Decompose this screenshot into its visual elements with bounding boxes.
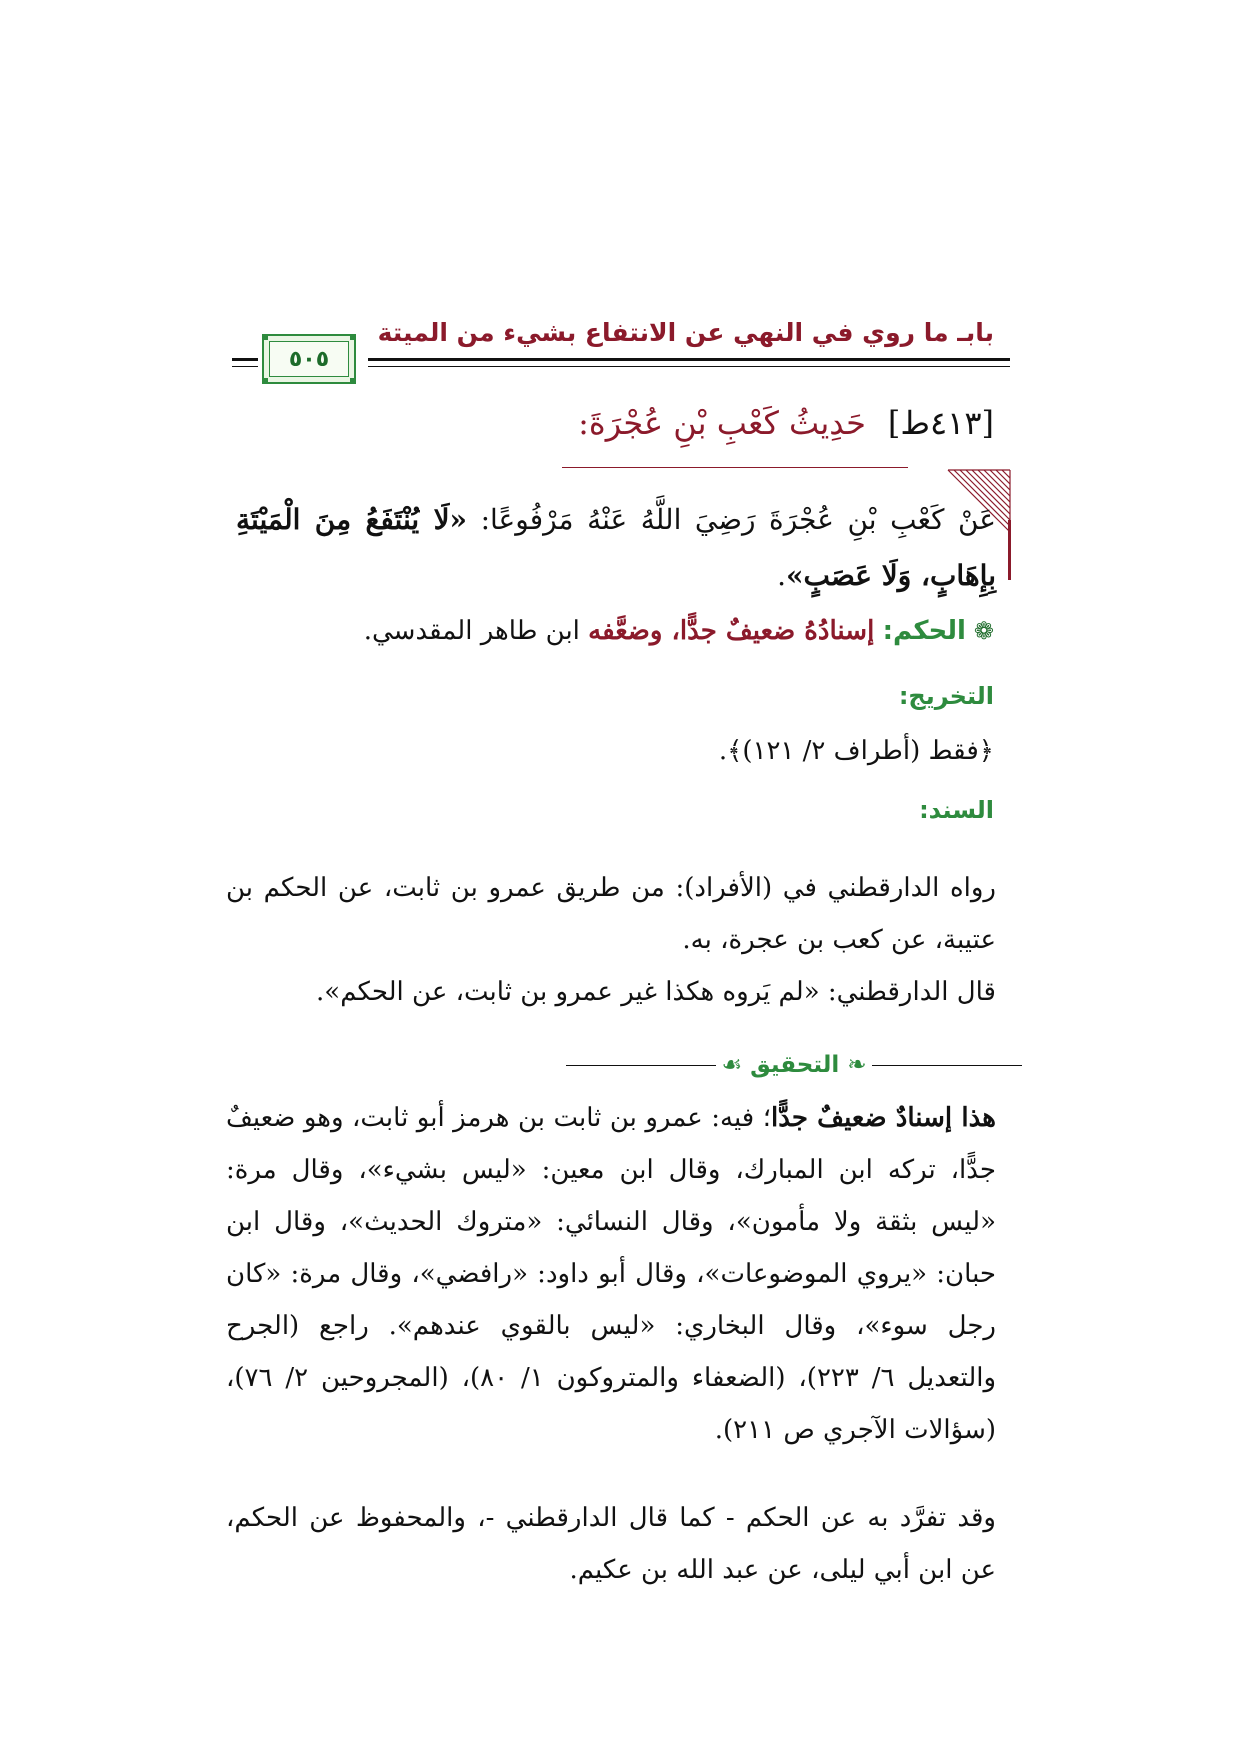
chapter-title: بابـ ما روي في النهي عن الانتفاع بشيء من الميتة — [377, 318, 994, 347]
badge-corner-ornament — [262, 334, 268, 340]
ruling-label: الحكم: — [882, 616, 966, 646]
hadith-box-edge — [1008, 520, 1011, 580]
section-divider — [566, 1048, 1022, 1082]
header-rule — [368, 358, 1010, 361]
badge-corner-ornament — [262, 378, 268, 384]
flower-ornament-icon: ❁ — [973, 617, 994, 645]
badge-corner-ornament — [350, 334, 356, 340]
tahqiq-label: التحقيق — [750, 1052, 840, 1078]
hadith-number: [٤١٣ط] — [887, 404, 994, 442]
hadith-title: حَدِيثُ كَعْبِ بْنِ عُجْرَةَ: — [578, 404, 866, 442]
header-rule-thin — [368, 366, 1010, 367]
takhrij-label: التخريج: — [898, 682, 994, 710]
ruling-verdict: إسنادُهُ ضعيفٌ جدًّا، وضعَّفه — [588, 616, 875, 646]
final-paragraph: وقد تفرَّد به عن الحكم - كما قال الدارقطني -، والمحفوظ عن الحكم، عن ابن أبي ليلى، عن عبد الله بن عكيم. — [226, 1503, 996, 1585]
tahqiq-body: ؛ فيه: عمرو بن ثابت بن هرمز أبو ثابت، وهو ضعيفٌ جدًّا، تركه ابن المبارك، وقال ابن معين: «ليس بشيء»، وقال مرة: «ليس بثقة ولا مأمون»، وقال النسائي: «متروك الحديث»، وقال ابن حبان: «يروي الموضوعات»، وقال أبو داود: «رافضي»، وقال مرة: «كان رجل سوء»، وقال البخاري: «ليس بالقوي عندهم». راجع (الجرح والتعديل ٦/ ٢٢٣)، (الضعفاء والمتروكون ١/ ٨٠)، (المجروحين ٢/ ٧٦)، (سؤالات الآجري ص ٢١١). — [226, 1103, 997, 1445]
page-number: ٥٠٥ — [269, 341, 349, 377]
takhrij-reference: ﴿فقط (أطراف ٢/ ١٢١)﴾. — [718, 736, 994, 766]
sanad-paragraph: رواه الدارقطني في (الأفراد): من طريق عمرو بن ثابت، عن الحكم بن عتيبة، عن كعب بن عجرة، به. — [226, 873, 996, 955]
swirl-ornament-icon: ☙ — [721, 1052, 751, 1078]
hadith-heading — [578, 404, 994, 442]
sanad-label: السند: — [919, 796, 994, 824]
hadith-quote: «لَا يُنْتَفَعُ مِنَ الْمَيْتَةِ بِإِهَابٍ، وَلَا عَصَبٍ» — [236, 503, 996, 592]
tahqiq-heading — [566, 1048, 1022, 1082]
heading-underline — [562, 467, 908, 468]
swirl-ornament-icon: ❧ — [839, 1052, 867, 1078]
badge-corner-ornament — [350, 378, 356, 384]
daraqutni-quote: قال الدارقطني: «لم يَروه هكذا غير عمرو بن ثابت، عن الحكم». — [316, 977, 996, 1007]
header-rule-left-thin — [232, 366, 258, 367]
ruling-rest: ابن طاهر المقدسي. — [363, 616, 580, 646]
hadith-text — [236, 492, 996, 604]
hadith-end: . — [777, 559, 786, 592]
page-number-badge — [262, 334, 356, 384]
tahqiq-paragraph — [226, 1092, 996, 1456]
tahqiq-lead: هذا إسنادٌ ضعيفٌ جدًّا — [770, 1103, 996, 1133]
hadith-intro: عَنْ كَعْبِ بْنِ عُجْرَةَ رَضِيَ اللَّهُ عَنْهُ مَرْفُوعًا: — [467, 503, 996, 536]
ruling-line — [364, 616, 994, 646]
header-rule-left — [232, 358, 258, 361]
